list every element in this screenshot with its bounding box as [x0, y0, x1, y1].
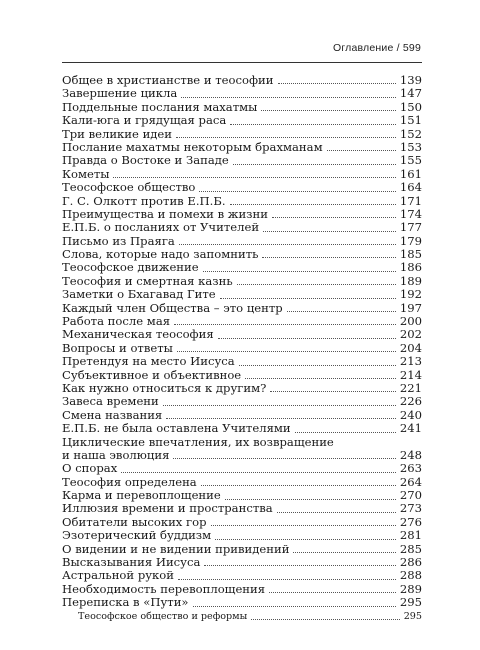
dot-leader [225, 499, 396, 500]
toc-entry-page: 281 [399, 528, 422, 543]
dot-leader [270, 391, 396, 392]
toc-entry [62, 248, 422, 261]
toc-entry [62, 302, 422, 315]
dot-leader [251, 619, 399, 620]
dot-leader [199, 191, 395, 192]
toc-entry [62, 235, 422, 248]
toc-entry-page: 202 [399, 327, 422, 342]
toc-entry-page: 171 [399, 193, 422, 208]
toc-entry-page: 264 [399, 474, 422, 489]
toc-entry-title: Г. С. Олкотт против Е.П.Б. [62, 193, 226, 208]
toc-entry [62, 195, 422, 208]
dot-leader [203, 271, 396, 272]
toc-entry-title: Слова, которые надо запомнить [62, 247, 259, 262]
toc-entry-title: Механическая теософия [62, 327, 214, 342]
toc-entry [62, 395, 422, 408]
toc-entry-title: О спорах [62, 461, 118, 476]
toc-entry [62, 101, 422, 114]
table-of-contents [62, 74, 422, 623]
toc-entry-title: Смена названия [62, 407, 163, 422]
toc-entry [62, 154, 422, 167]
toc-entry [62, 409, 422, 422]
dot-leader [245, 378, 396, 379]
toc-entry-page: 151 [399, 113, 422, 128]
toc-entry-title: Е.П.Б. не была оставлена Учителями [62, 421, 291, 436]
toc-entry-page: 179 [399, 233, 422, 248]
toc-entry-title: Теософия и смертная казнь [62, 273, 233, 288]
toc-entry-page: 214 [399, 367, 422, 382]
toc-entry-page: 288 [399, 568, 422, 583]
dot-leader [176, 137, 396, 138]
toc-entry [62, 74, 422, 87]
toc-entry-title: Е.П.Б. о посланиях от Учителей [62, 220, 260, 235]
toc-entry-page: 204 [399, 340, 422, 355]
toc-entry-title: Кометы [62, 166, 110, 181]
dot-leader [277, 512, 396, 513]
toc-entry-page: 221 [399, 380, 422, 395]
toc-entry [62, 503, 422, 516]
dot-leader [278, 83, 396, 84]
dot-leader [178, 579, 396, 580]
dot-leader [163, 405, 396, 406]
toc-entry-page: 192 [399, 287, 422, 302]
toc-entry-title: Карма и перевоплощение [62, 488, 221, 503]
dot-leader [113, 177, 395, 178]
toc-entry [62, 128, 422, 141]
toc-entry [62, 315, 422, 328]
toc-entry [62, 208, 422, 221]
dot-leader [179, 244, 396, 245]
toc-entry [62, 141, 422, 154]
toc-entry [62, 462, 422, 475]
toc-entry-title: Обитатели высоких гор [62, 514, 207, 529]
dot-leader [269, 592, 396, 593]
toc-entry-page: 147 [399, 86, 422, 101]
toc-entry-title: О видении и не видении привидений [62, 541, 290, 556]
toc-entry-title: Высказывания Иисуса [62, 555, 201, 570]
toc-entry-page: 270 [399, 488, 422, 503]
toc-entry-title: Преимущества и помехи в жизни [62, 206, 268, 221]
toc-entry [62, 422, 422, 435]
running-header: Оглавление / 599 [332, 42, 421, 54]
toc-entry-page: 177 [399, 220, 422, 235]
toc-entry-page: 153 [399, 139, 422, 154]
toc-entry-title: Каждый член Общества – это центр [62, 300, 283, 315]
toc-entry-title: Кали-юга и грядущая раса [62, 113, 227, 128]
toc-entry-title: Заметки о Бхагавад Гите [62, 287, 216, 302]
toc-entry-title: Эзотерический буддизм [62, 528, 212, 543]
toc-entry [62, 543, 422, 556]
dot-leader [295, 432, 396, 433]
toc-entry-title: Циклические впечатления, их возвращение [62, 434, 334, 449]
toc-entry [62, 476, 422, 489]
toc-entry [62, 516, 422, 529]
toc-entry [62, 328, 422, 341]
toc-entry-title: Астральной рукой [62, 568, 175, 583]
toc-entry-title: Правда о Востоке и Западе [62, 153, 229, 168]
dot-leader [166, 418, 396, 419]
dot-leader [211, 525, 396, 526]
dot-leader [287, 311, 396, 312]
toc-entry-page: 161 [399, 166, 422, 181]
toc-entry-title: Теософское общество и реформы [78, 610, 248, 622]
toc-entry [62, 449, 422, 462]
toc-entry-title: Переписка в «Пути» [62, 595, 189, 610]
toc-entry [62, 569, 422, 582]
dot-leader [218, 338, 396, 339]
toc-entry-title: Теософское движение [62, 260, 199, 275]
toc-entry-title: Претендуя на место Иисуса [62, 354, 235, 369]
dot-leader [261, 110, 395, 111]
toc-entry-title: Теософское общество [62, 180, 196, 195]
toc-entry-title: Вопросы и ответы [62, 340, 173, 355]
toc-entry-page: 285 [399, 541, 422, 556]
toc-entry [62, 596, 422, 609]
toc-entry-page: 295 [399, 595, 422, 610]
toc-entry-page: 263 [399, 461, 422, 476]
toc-entry-title: Иллюзия времени и пространства [62, 501, 273, 516]
toc-entry-title: и наша эволюция [62, 447, 170, 462]
dot-leader [193, 606, 396, 607]
dot-leader [121, 472, 396, 473]
dot-leader [230, 204, 396, 205]
toc-entry [62, 114, 422, 127]
toc-entry [62, 583, 422, 596]
dot-leader [201, 485, 396, 486]
toc-entry-page: 150 [399, 99, 422, 114]
toc-entry-page: 289 [399, 581, 422, 596]
toc-entry-page: 155 [399, 153, 422, 168]
toc-entry [62, 355, 422, 368]
toc-entry [62, 489, 422, 502]
toc-entry [62, 556, 422, 569]
toc-entry-page: 197 [399, 300, 422, 315]
toc-entry [62, 610, 422, 623]
toc-entry-page: 248 [399, 447, 422, 462]
toc-entry-page: 139 [399, 72, 422, 87]
toc-entry-page: 213 [399, 354, 422, 369]
toc-entry-page: 189 [399, 273, 422, 288]
toc-entry-title: Письмо из Праяга [62, 233, 175, 248]
dot-leader [220, 298, 396, 299]
dot-leader [262, 257, 395, 258]
toc-entry [62, 181, 422, 194]
toc-entry-title: Послание махатмы некоторым брахманам [62, 139, 323, 154]
toc-entry-title: Завершение цикла [62, 86, 178, 101]
toc-entry-title: Поддельные послания махатмы [62, 99, 258, 114]
toc-entry [62, 275, 422, 288]
toc-entry [62, 342, 422, 355]
dot-leader [263, 231, 396, 232]
toc-entry-title: Завеса времени [62, 394, 159, 409]
toc-entry-title: Теософия определена [62, 474, 197, 489]
toc-entry [62, 261, 422, 274]
toc-entry [62, 221, 422, 234]
dot-leader [237, 284, 396, 285]
dot-leader [233, 164, 396, 165]
toc-entry-page: 241 [399, 421, 422, 436]
toc-entry-title: Как нужно относиться к другим? [62, 380, 267, 395]
dot-leader [293, 552, 395, 553]
toc-entry [62, 87, 422, 100]
toc-entry [62, 168, 422, 181]
toc-entry-page: 164 [399, 180, 422, 195]
toc-entry [62, 369, 422, 382]
dot-leader [174, 324, 396, 325]
toc-entry-title: Необходимость перевоплощения [62, 581, 266, 596]
toc-entry [62, 436, 422, 449]
toc-entry-page: 295 [403, 610, 422, 622]
toc-entry-page: 186 [399, 260, 422, 275]
toc-entry-title: Общее в христианстве и теософии [62, 72, 274, 87]
toc-entry-page: 174 [399, 206, 422, 221]
dot-leader [230, 124, 396, 125]
toc-entry-page: 200 [399, 314, 422, 329]
toc-entry-page: 152 [399, 126, 422, 141]
toc-entry [62, 288, 422, 301]
dot-leader [327, 150, 396, 151]
toc-entry [62, 529, 422, 542]
dot-leader [272, 217, 396, 218]
dot-leader [177, 351, 396, 352]
toc-entry-page: 286 [399, 555, 422, 570]
toc-entry-title: Субъективное и объективное [62, 367, 242, 382]
dot-leader [239, 365, 396, 366]
header-rule [62, 62, 422, 63]
dot-leader [204, 565, 395, 566]
toc-entry-title: Три великие идеи [62, 126, 173, 141]
dot-leader [215, 539, 396, 540]
dot-leader [173, 458, 395, 459]
toc-entry-page: 226 [399, 394, 422, 409]
toc-entry-page: 240 [399, 407, 422, 422]
toc-entry-page: 273 [399, 501, 422, 516]
dot-leader [181, 97, 396, 98]
toc-entry-title: Работа после мая [62, 314, 171, 329]
toc-entry [62, 382, 422, 395]
toc-entry-page: 185 [399, 247, 422, 262]
toc-entry-page: 276 [399, 514, 422, 529]
